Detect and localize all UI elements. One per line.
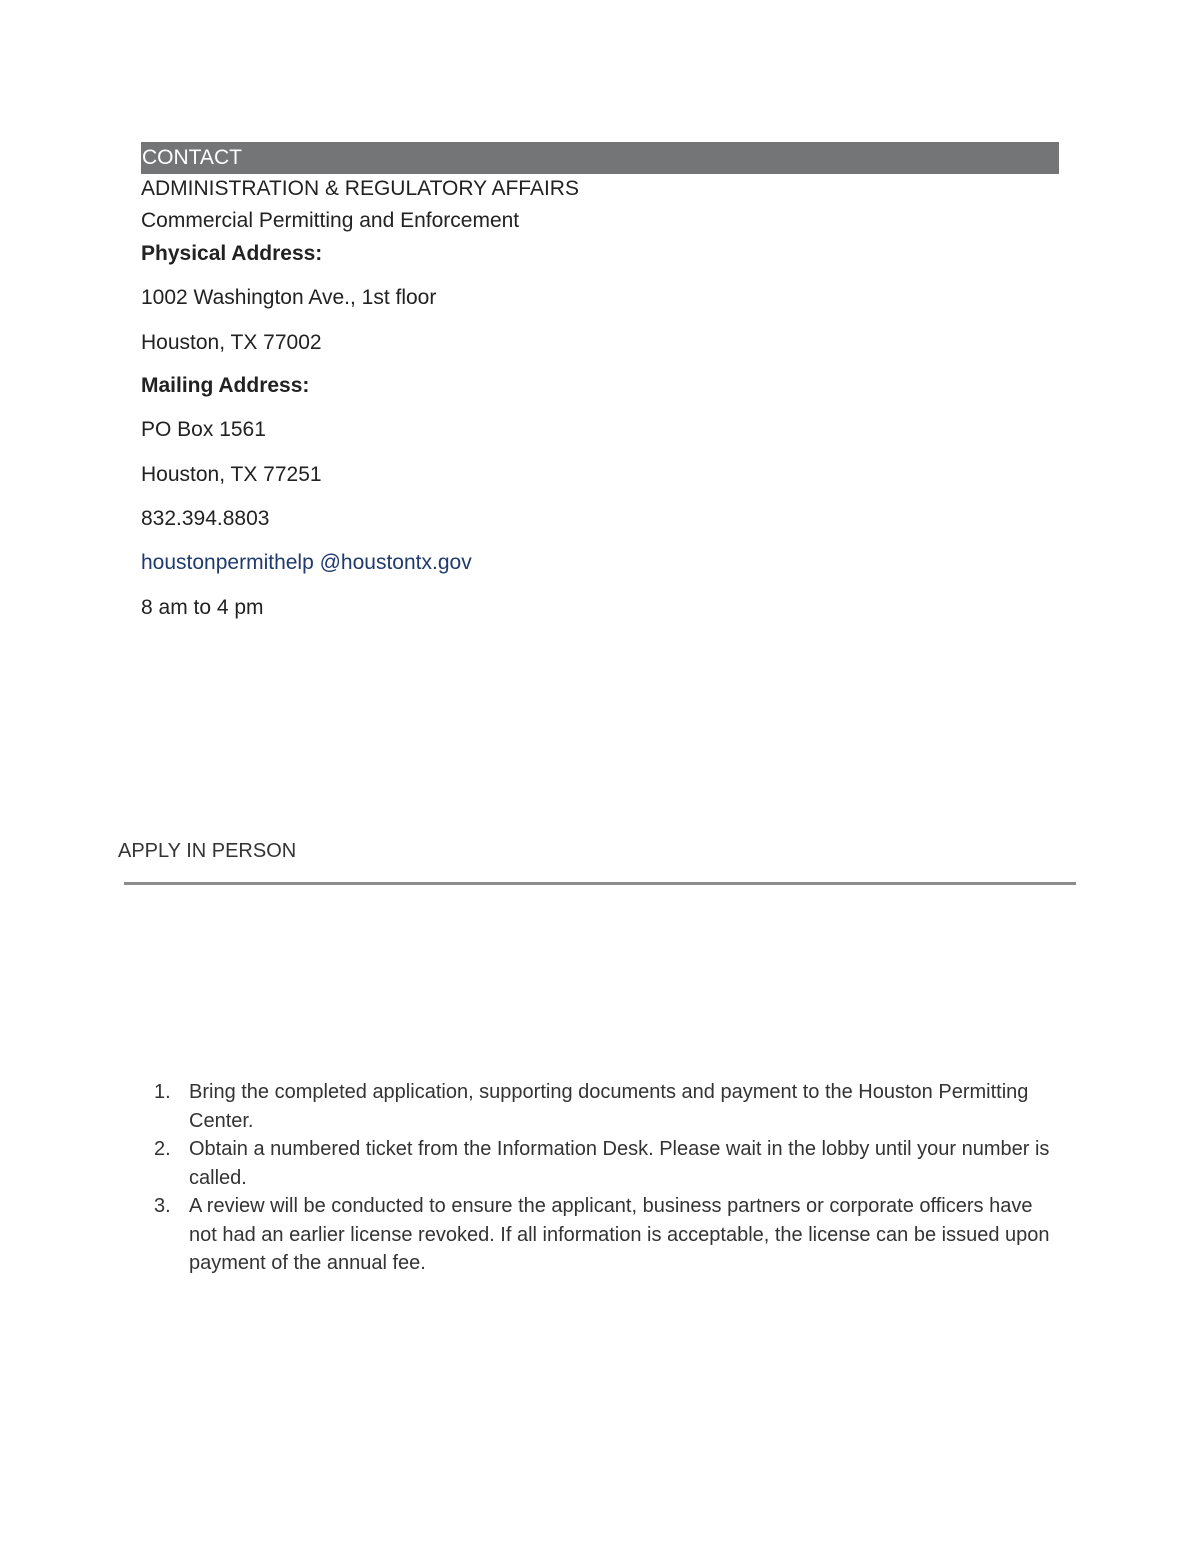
mailing-address-line-1: PO Box 1561 — [141, 418, 266, 441]
physical-address-line-1: 1002 Washington Ave., 1st floor — [141, 286, 437, 309]
mailing-address-label: Mailing Address: — [141, 374, 310, 397]
apply-in-person-heading: APPLY IN PERSON — [118, 840, 297, 862]
list-item — [150, 1135, 1060, 1192]
list-item — [150, 1192, 1060, 1278]
department-name: ADMINISTRATION & REGULATORY AFFAIRS — [141, 177, 579, 200]
office-hours: 8 am to 4 pm — [141, 596, 264, 619]
section-divider — [124, 882, 1076, 885]
email-link[interactable]: houstonpermithelp @houstontx.gov — [141, 551, 472, 574]
division-name: Commercial Permitting and Enforcement — [141, 209, 520, 232]
list-item — [150, 1078, 1060, 1135]
physical-address-label: Physical Address: — [141, 242, 323, 265]
mailing-address-line-2: Houston, TX 77251 — [141, 463, 322, 486]
step-text: Obtain a numbered ticket from the Information Desk. Please wait in the lobby until your number is called. — [189, 1138, 1050, 1189]
phone-number: 832.394.8803 — [141, 507, 270, 530]
apply-steps-list — [150, 1078, 1060, 1278]
step-number: 3. — [154, 1195, 171, 1217]
step-number: 2. — [154, 1138, 171, 1160]
step-number: 1. — [154, 1081, 171, 1103]
physical-address-line-2: Houston, TX 77002 — [141, 331, 322, 354]
step-text: A review will be conducted to ensure the applicant, business partners or corporate officers have not had an earlier license revoked. If all information is acceptable, the license can be issued upon payment of the annual fee. — [189, 1195, 1050, 1274]
contact-section-header: CONTACT — [141, 142, 1059, 174]
step-text: Bring the completed application, supporting documents and payment to the Houston Permitting Center. — [189, 1081, 1029, 1132]
